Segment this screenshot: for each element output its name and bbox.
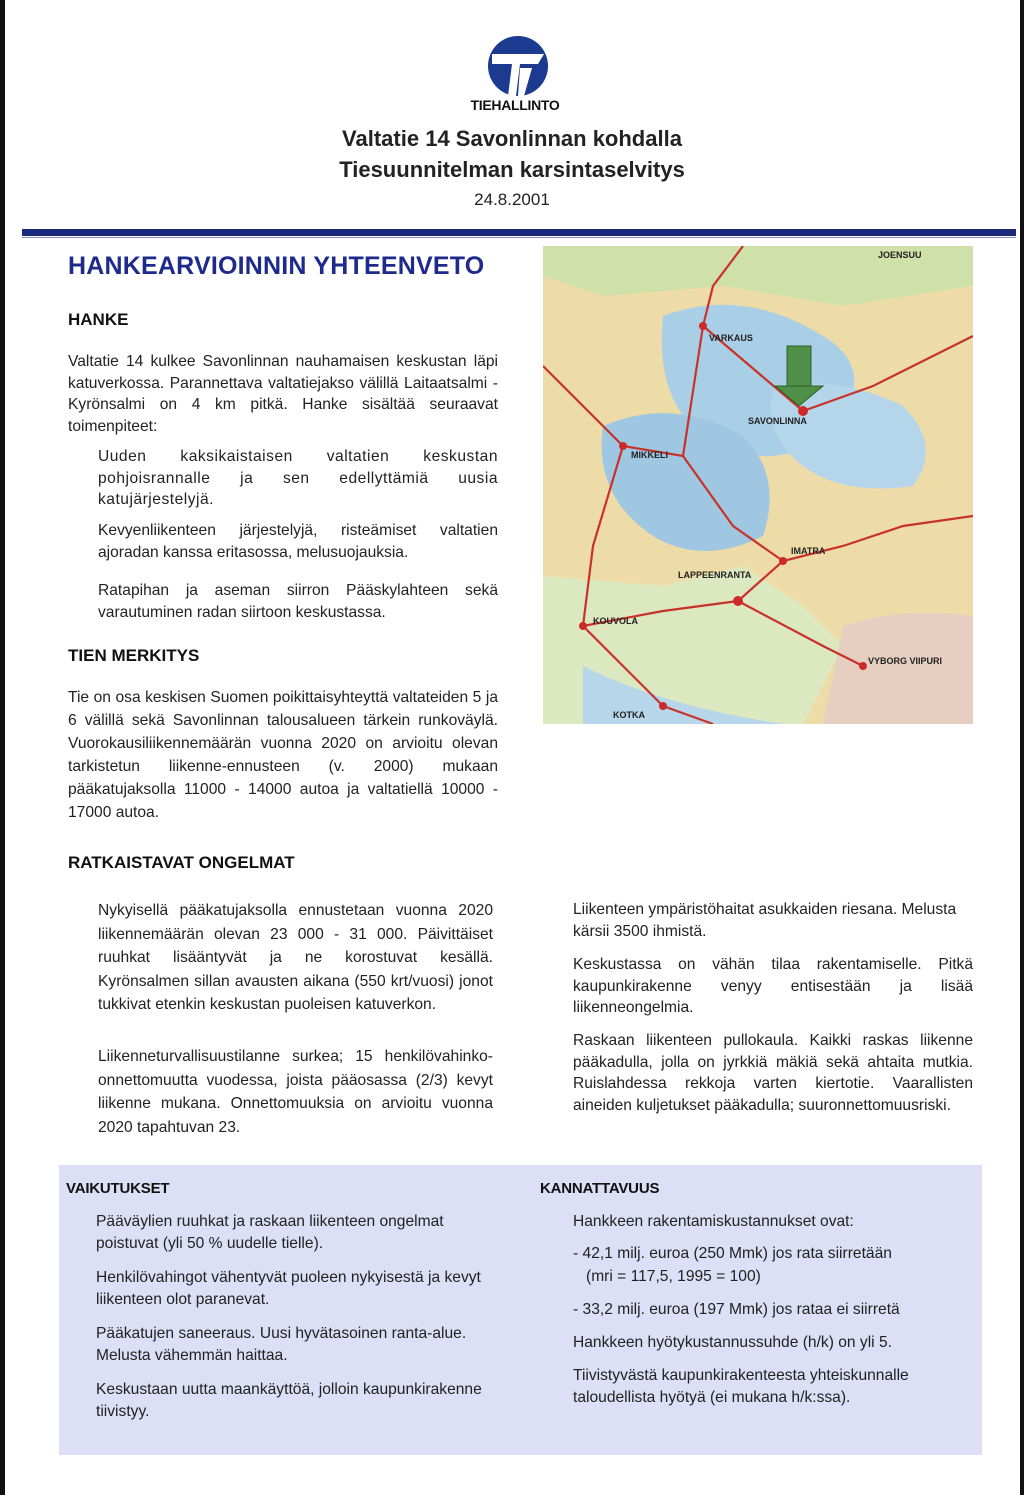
map-label-varkaus: VARKAUS: [709, 333, 753, 343]
map-label-savonlinna: SAVONLINNA: [748, 416, 807, 426]
vaikutukset-item-4: Keskustaan uutta maankäyttöä, jolloin kaupunkirakenne tiivistyy.: [96, 1381, 482, 1420]
kannattavuus-cost-1-note: (mri = 117,5, 1995 = 100): [586, 1268, 761, 1285]
vaikutukset-item-1: Pääväylien ruuhkat ja raskaan liikenteen ongelmat poistuvat (yli 50 % uudelle tielle).: [96, 1213, 444, 1252]
date: 24.8.2001: [474, 190, 550, 209]
logo-text: TIEHALLINTO: [470, 97, 560, 113]
vaikutukset-item-3: Pääkatujen saneeraus. Uusi hyvätasoinen ranta-alue. Melusta vähemmän haittaa.: [96, 1325, 467, 1364]
kannattavuus-benefit: Tiivistyvästä kaupunkirakenteesta yhteiskunnalle taloudellista hyötyä (ei mukana h/k:ssa).: [573, 1367, 909, 1406]
ratkaistavat-left-1: Nykyisellä pääkatujaksolla ennustetaan vuonna 2020 liikennemäärän olevan 23 000 - 31 000. Päivittäiset ruuhkat lisääntyvät ja ne korostuvat kesällä. Kyrönsalmen sillan avausten aikana (550 krt/vuosi) jonot tukkivat etenkin keskustan puoleisen katuverkon.: [98, 902, 493, 1013]
hanke-measure-3: Ratapihan ja aseman siirron Pääskylahteen sekä varautuminen radan siirtoon keskustassa.: [98, 582, 498, 621]
tien-merkitys-text: Tie on osa keskisen Suomen poikittaisyhteyttä valtateiden 5 ja 6 välillä sekä Savonlinnan talousalueen tärkein runkoväylä. Vuorokausiliikennemäärän vuonna 2020 on arvioitu olevan tarkistetun liikenne-ennusteen (v. 2000) mukaan pääkatujaksolla 11000 - 14000 autoa ja valtatiellä 10000 - 17000 autoa.: [68, 689, 498, 821]
map-label-imatra: IMATRA: [791, 546, 826, 556]
hanke-intro: Valtatie 14 kulkee Savonlinnan nauhamaisen keskustan läpi katuverkossa. Parannettava valtatiejakso välillä Laitaatsalmi - Kyrönsalmi on 4 km pitkä. Hanke sisältää seuraavat toimenpiteet:: [68, 353, 498, 435]
title-line-1: Valtatie 14 Savonlinnan kohdalla: [342, 126, 682, 151]
vaikutukset-heading: VAIKUTUKSET: [66, 1180, 170, 1197]
hanke-heading: HANKE: [68, 310, 129, 329]
ratkaistavat-right-1: Liikenteen ympäristöhaitat asukkaiden riesana. Melusta kärsii 3500 ihmistä.: [573, 901, 957, 940]
map-label-mikkeli: MIKKELI: [631, 450, 668, 460]
map-label-kouvola: KOUVOLA: [593, 616, 638, 626]
ratkaistavat-left-2: Liikenneturvallisuustilanne surkea; 15 henkilövahinko-onnettomuutta vuodessa, joista pääosassa (2/3) kevyt liikenne mukana. Onnettomuuksia on arvioitu vuonna 2020 tapahtuvan 23.: [98, 1048, 493, 1136]
kannattavuus-cost-2: - 33,2 milj. euroa (197 Mmk) jos rataa ei siirretä: [573, 1301, 900, 1318]
title-line-2: Tiesuunnitelman karsintaselvitys: [339, 157, 685, 182]
map-label-lappeenranta: LAPPEENRANTA: [678, 570, 752, 580]
map-label-joensuu: JOENSUU: [878, 250, 922, 260]
map-label-kotka: KOTKA: [613, 710, 645, 720]
kannattavuus-intro: Hankkeen rakentamiskustannukset ovat:: [573, 1213, 854, 1230]
hanke-measure-2: Kevyenliikenteen järjestelyjä, risteämiset valtatien ajoradan kanssa eritasossa, melusuojauksia.: [98, 522, 498, 561]
ratkaistavat-right-3: Raskaan liikenteen pullokaula. Kaikki raskas liikenne pääkadulla, jolla on jyrkkiä mäkiä sekä ahtaita mutkia. Ruislahdessa rekkoja varten kiertotie. Vaarallisten aineiden kuljetukset pääkadulla; suuronnettomuusriski.: [573, 1032, 973, 1114]
kannattavuus-cost-1: - 42,1 milj. euroa (250 Mmk) jos rata siirretään: [573, 1245, 892, 1262]
hanke-measure-1: Uuden kaksikaistaisen valtatien keskustan pohjoisrannalle ja sen edellyttämiä uusia katujärjestelyjä.: [98, 448, 498, 508]
region-map: [543, 246, 973, 724]
summary-heading: HANKEARVIOINNIN YHTEENVETO: [68, 252, 485, 280]
ratkaistavat-heading: RATKAISTAVAT ONGELMAT: [68, 853, 295, 872]
kannattavuus-ratio: Hankkeen hyötykustannussuhde (h/k) on yli 5.: [573, 1334, 892, 1351]
header-rule-thin: [22, 237, 1016, 238]
vaikutukset-item-2: Henkilövahingot vähentyvät puoleen nykyisestä ja kevyt liikenteen olot paranevat.: [96, 1269, 481, 1308]
header-rule: [22, 229, 1016, 236]
tien-merkitys-heading: TIEN MERKITYS: [68, 646, 200, 665]
kannattavuus-heading: KANNATTAVUUS: [540, 1180, 660, 1197]
ratkaistavat-right-2: Keskustassa on vähän tilaa rakentamiselle. Pitkä kaupunkirakenne venyy entisestään ja lisää liikenneongelmia.: [573, 956, 973, 1016]
map-label-vyborg: VYBORG VIIPURI: [868, 656, 943, 666]
